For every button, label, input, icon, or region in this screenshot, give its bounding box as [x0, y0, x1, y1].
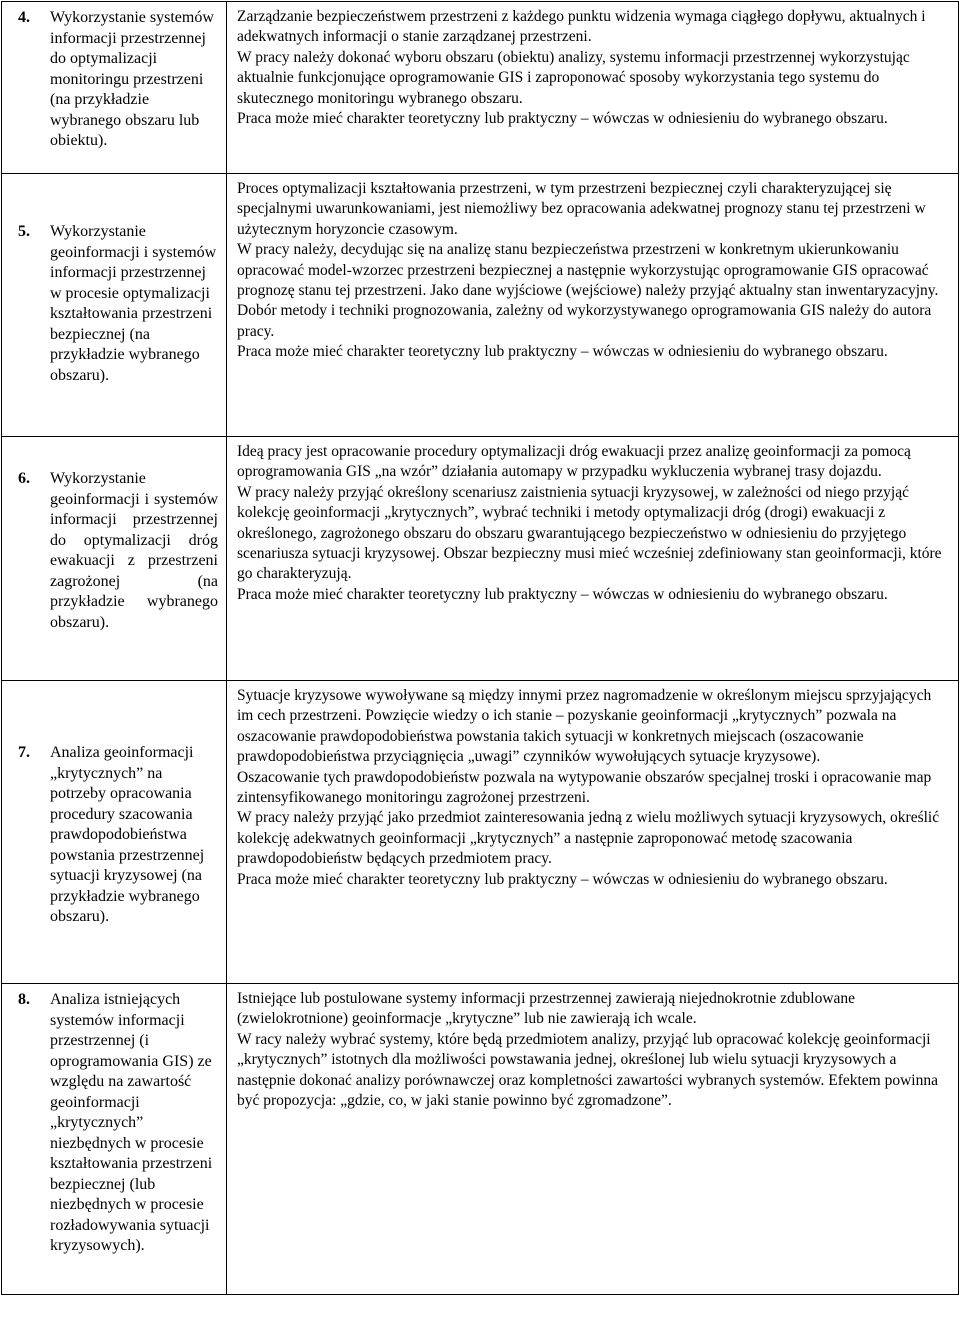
topic-title-cell: [2, 174, 227, 437]
description-paragraph: Oszacowanie tych prawdopodobieństw pozwala na wytypowanie obszarów specjalnej troski i opracowanie map zintensyfikowanego monitoringu zagrożonej przestrzeni.: [237, 768, 932, 807]
description-paragraph: W pracy należy dokonać wyboru obszaru (obiektu) analizy, systemu informacji przestrzennej wykorzystując aktualnie funkcjonujące oprogramowanie GIS i zaproponować sposoby wykorzystania tego systemu do skutecznego monitoringu wybranego obszaru.: [237, 48, 910, 107]
description-paragraph: Praca może mieć charakter teoretyczny lub praktyczny – wówczas w odniesieniu do wybranego obszaru.: [237, 585, 888, 603]
description-paragraph: Sytuacje kryzysowe wywoływane są między innymi przez nagromadzenie w określonym miejscu sprzyjających im cech przestrzeni. Powzięcie wiedzy o ich stanie – pozyskanie geoinformacji „krytycznych” pozwala na oszacowanie prawdopodobieństwa powstania takich sytuacji w konkretnych miejscach (oszacowanie prawdopodobieństwa przyciągnięcia „uwagi” czynników wywołujących sytuacje kryzysowe).: [237, 687, 932, 766]
topic-title-cell: [2, 984, 227, 1295]
description-paragraph: W pracy należy przyjąć określony scenariusz zaistnienia sytuacji kryzysowej, w zależności od niego przyjąć kolekcję geoinformacji „krytycznych”, wybrać techniki i metody optymalizacji dróg (drogi) ewakuacji z określonego, zagrożonego obszaru do obszaru gwarantującego bezpieczeństwo w odniesieniu do przyjętego scenariusza sytuacji kryzysowej. Obszar bezpieczny musi mieć wcześniej zdefiniowany stan geoinformacji, które go charakteryzują.: [237, 483, 942, 583]
topic-number: 6.: [18, 470, 30, 487]
topic-description-cell: [227, 437, 959, 681]
topic-description-cell: [227, 984, 959, 1295]
description-paragraph: Praca może mieć charakter teoretyczny lub praktyczny – wówczas w odniesieniu do wybranego obszaru.: [237, 110, 888, 128]
topic-title: Analiza istniejących systemów informacji przestrzennej (i oprogramowania GIS) ze względu na zawartość geoinformacji „krytycznych” niezbędnych w procesie kształtowania przestrzeni bezpiecznej (lub niezbędnych w procesie rozładowywania sytuacji kryzysowych).: [50, 991, 213, 1254]
topic-row-4: [2, 2, 959, 174]
topic-number: 8.: [18, 991, 30, 1008]
description-paragraph: W racy należy wybrać systemy, które będą przedmiotem analizy, przyjąć lub opracować kolekcję geoinformacji „krytycznych” istotnych dla możliwości powstawania jednej, określonej lub wielu sytuacji kryzysowych a następnie dokonać analizy porównawczej oraz kompletności zawartości wybranych systemów. Efektem powinna być propozycja: „gdzie, co, w jaki stanie powinno być zgromadzone”.: [237, 1030, 938, 1110]
topic-title: Wykorzystanie systemów informacji przestrzennej do optymalizacji monitoringu przestrzeni (na przykładzie wybranego obszaru lub obiektu).: [50, 9, 214, 149]
description-paragraph: Zarządzanie bezpieczeństwem przestrzeni z każdego punktu widzenia wymaga ciągłego dopływu, aktualnych i adekwatnych informacji o stanie zarządzanej przestrzeni.: [237, 8, 926, 46]
topic-number: 7.: [18, 744, 30, 761]
topic-row-6: [2, 437, 959, 681]
topic-title: Wykorzystanie geoinformacji i systemów informacji przestrzennej w procesie optymalizacji kształtowania przestrzeni bezpiecznej (na przykładzie wybranego obszaru).: [50, 223, 217, 384]
topic-description-cell: [227, 174, 959, 437]
topic-title: Wykorzystanie geoinformacji i systemów informacji przestrzennej do optymalizacji dróg ewakuacji z przestrzeni zagrożonej (na przykładzie wybranego obszaru).: [50, 470, 218, 631]
topic-number: 5.: [18, 223, 30, 240]
topic-title-cell: [2, 681, 227, 984]
description-paragraph: Istniejące lub postulowane systemy informacji przestrzennej zawierają niejednokrotnie zdublowane (zwielokrotnione) geoinformacje „krytyczne” lub nie zawierają ich wcale.: [237, 990, 856, 1028]
description-paragraph: W pracy należy przyjąć jako przedmiot zainteresowania jedną z wielu możliwych sytuacji kryzysowych, określić kolekcję adekwatnych geoinformacji „krytycznych” a następnie zaproponować metodę szacowania prawdopodobieństw będących przedmiotem pracy.: [237, 809, 940, 868]
topics-table: [1, 1, 959, 1295]
topic-title-cell: [2, 437, 227, 681]
topic-row-8: [2, 984, 959, 1295]
topic-row-5: [2, 174, 959, 437]
topic-title-cell: [2, 2, 227, 174]
topic-row-7: [2, 681, 959, 984]
topic-description-cell: [227, 2, 959, 174]
description-paragraph: Ideą pracy jest opracowanie procedury optymalizacji dróg ewakuacji przez analizę geoinformacji za pomocą oprogramowania GIS „na wzór” działania automapy w przypadku wykluczenia wybranej trasy dojazdu.: [237, 443, 911, 481]
description-paragraph: Proces optymalizacji kształtowania przestrzeni, w tym przestrzeni bezpiecznej czyli charakteryzującej się specjalnymi uwarunkowaniami, jest niemożliwy bez opracowania adekwatnej prognozy stanu tej przestrzeni w użytecznym horyzoncie czasowym.: [237, 180, 926, 238]
topic-number: 4.: [18, 9, 30, 26]
topic-description-cell: [227, 681, 959, 984]
description-paragraph: W pracy należy, decydując się na analizę stanu bezpieczeństwa przestrzeni w konkretnym ukierunkowaniu opracować model-wzorzec przestrzeni bezpiecznej a następnie wykorzystując oprogramowanie GIS opracować prognozę stanu tej przestrzeni. Jako dane wyjściowe (wejściowe) należy przyjąć aktualny stan inwentaryzacyjny. Dobór metody i techniki prognozowania, zależny od wykorzystywanego oprogramowania GIS należy do autora pracy.: [237, 241, 939, 340]
topic-title: Analiza geoinformacji „krytycznych” na potrzeby opracowania procedury szacowania prawdopodobieństwa powstania przestrzennej sytuacji kryzysowej (na przykładzie wybranego obszaru).: [50, 744, 205, 925]
description-paragraph: Praca może mieć charakter teoretyczny lub praktyczny – wówczas w odniesieniu do wybranego obszaru.: [237, 343, 888, 361]
description-paragraph: Praca może mieć charakter teoretyczny lub praktyczny – wówczas w odniesieniu do wybranego obszaru.: [237, 870, 888, 888]
